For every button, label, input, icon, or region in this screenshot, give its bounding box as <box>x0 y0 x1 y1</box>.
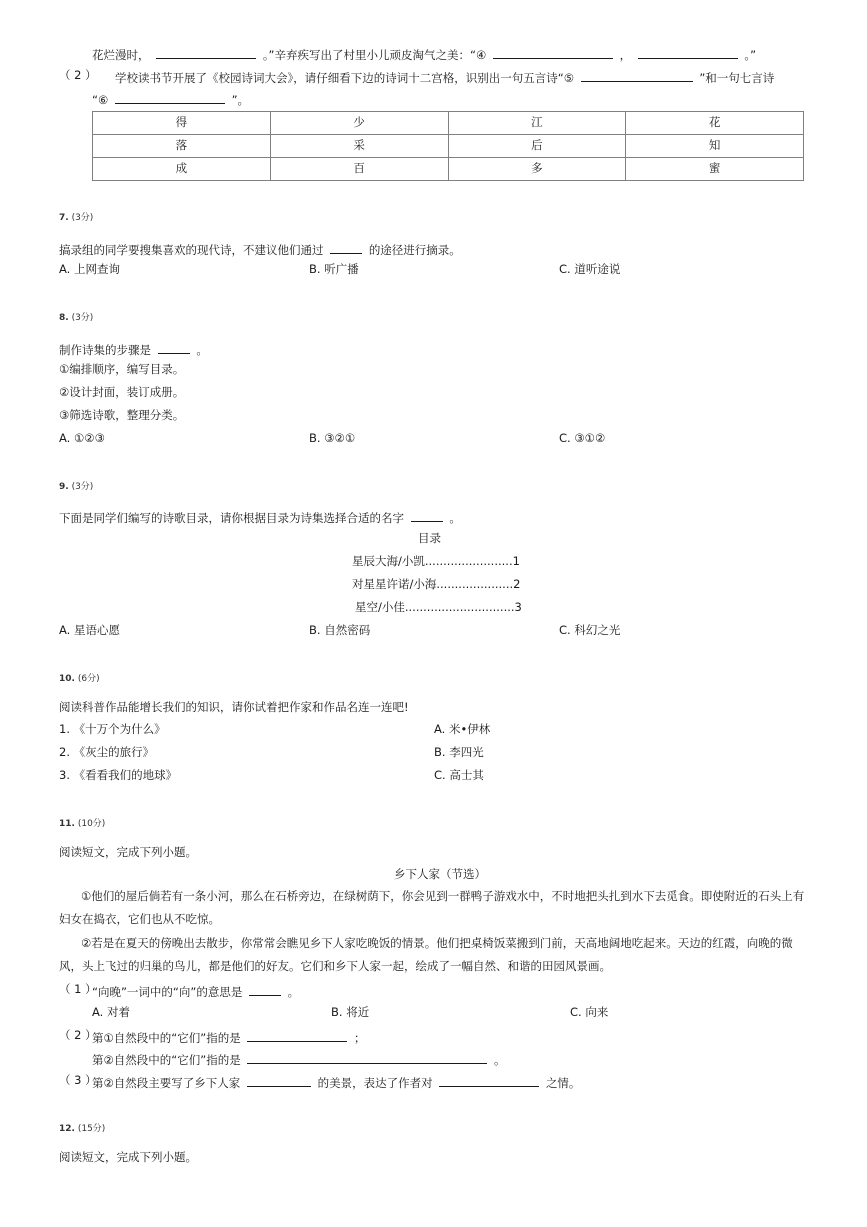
q8-step: ③筛选诗歌，整理分类。 <box>59 408 185 422</box>
toc-title: 目录 <box>418 531 441 545</box>
answer-blank[interactable] <box>247 1030 347 1042</box>
q8-step: ①编排顺序，编写目录。 <box>59 362 185 376</box>
question-number: 10. <box>59 674 75 684</box>
answer-blank[interactable] <box>581 70 693 82</box>
option[interactable]: B. 自然密码 <box>309 623 371 637</box>
question-number: 12. <box>59 1124 75 1134</box>
option[interactable]: C. 向来 <box>570 1005 609 1019</box>
answer-blank[interactable] <box>247 1052 487 1064</box>
toc-entry: 星空/小佳..............................3 <box>355 600 522 614</box>
q12-stem: 阅读短文，完成下列小题。 <box>59 1150 197 1164</box>
grid-cell: 蜜 <box>626 158 804 181</box>
option[interactable]: B. 将近 <box>331 1005 370 1019</box>
q6-part2-close: ”。 <box>231 93 250 107</box>
q6-part2-text2: ”和一句七言诗 <box>699 71 775 85</box>
work-item[interactable]: 3. 《看看我们的地球》 <box>59 768 178 782</box>
passage-line: ①他们的屋后倘若有一条小河，那么在石桥旁边，在绿树荫下，你会见到一群鸭子游戏水中，不时地把头扎到水下去觅食。即使附近的石头上有 <box>81 889 805 903</box>
table-row <box>93 158 804 181</box>
question-number: 9. <box>59 482 69 492</box>
question-score: (15分) <box>77 1124 106 1134</box>
q7-header <box>59 214 93 223</box>
option[interactable]: A. 对着 <box>92 1005 130 1019</box>
q6-part2-line2 <box>92 92 249 107</box>
q6-line1-prefix: 花烂漫时， <box>92 48 150 62</box>
work-item[interactable]: 2. 《灰尘的旅行》 <box>59 745 155 759</box>
option[interactable]: B. 听广播 <box>309 262 359 276</box>
q11-sub3-num: （ 3 ） <box>59 1073 97 1087</box>
q8-step: ②设计封面，装订成册。 <box>59 385 185 399</box>
grid-cell: 落 <box>93 135 271 158</box>
q6-line1 <box>92 47 756 62</box>
passage-line: 妇女在捣衣，它们也从不吃惊。 <box>59 912 220 926</box>
poem-grid-table <box>92 111 804 181</box>
q7-stem <box>59 242 461 257</box>
q11-header <box>59 820 105 829</box>
q6-part2-open: “⑥ <box>92 93 109 107</box>
question-score: (3分) <box>71 313 94 323</box>
q11-sub3 <box>92 1075 580 1090</box>
answer-blank[interactable] <box>493 47 613 59</box>
answer-blank[interactable] <box>330 242 362 254</box>
option[interactable]: A. 上网查询 <box>59 262 120 276</box>
q7-stem-b: 的途径进行摘录。 <box>368 243 461 257</box>
q11-sub2-line1 <box>92 1030 366 1045</box>
option[interactable]: A. ①②③ <box>59 431 105 445</box>
author-item[interactable]: C. 高士其 <box>434 768 484 782</box>
q9-stem-a: 下面是同学们编写的诗歌目录，请你根据目录为诗集选择合适的名字 <box>59 511 404 525</box>
author-item[interactable]: A. 米•伊林 <box>434 722 491 736</box>
author-item[interactable]: B. 李四光 <box>434 745 484 759</box>
q9-stem <box>59 510 461 525</box>
question-score: (3分) <box>71 213 94 223</box>
q11-sub1-b: 。 <box>287 985 300 999</box>
answer-blank[interactable] <box>411 510 443 522</box>
q11-sub3-b: 的美景，表达了作者对 <box>317 1076 433 1090</box>
question-score: (10分) <box>77 819 106 829</box>
q11-sub1-a: “向晚”一词中的“向”的意思是 <box>92 985 243 999</box>
grid-cell: 多 <box>448 158 626 181</box>
q6-part2-text: 学校读书节开展了《校园诗词大会》，请仔细看下边的诗词十二宫格，识别出一句五言诗“⑤ <box>115 71 575 85</box>
q11-sub2-line2-b: 。 <box>494 1053 506 1067</box>
option[interactable]: C. 道听途说 <box>559 262 621 276</box>
grid-cell: 后 <box>448 135 626 158</box>
grid-cell: 百 <box>270 158 448 181</box>
answer-blank[interactable] <box>156 47 256 59</box>
table-row <box>93 135 804 158</box>
grid-cell: 成 <box>93 158 271 181</box>
answer-blank[interactable] <box>247 1075 311 1087</box>
q10-header <box>59 675 100 684</box>
q11-sub1 <box>92 984 299 999</box>
q11-sub2-line2 <box>92 1052 506 1067</box>
option[interactable]: A. 星语心愿 <box>59 623 120 637</box>
q8-header <box>59 314 93 323</box>
q6-part2-line1 <box>115 70 774 85</box>
toc-entry: 星辰大海/小凯........................1 <box>352 554 520 568</box>
toc-entry: 对星星许诺/小海.....................2 <box>352 577 521 591</box>
question-number: 7. <box>59 213 69 223</box>
passage-title: 乡下人家（节选） <box>394 867 486 881</box>
q6-line1-end: 。” <box>744 48 757 62</box>
passage-line: ②若是在夏天的傍晚出去散步，你常常会瞧见乡下人家吃晚饭的情景。他们把桌椅饭菜搬到门前，天高地阔地吃起来。天边的红霞，向晚的微 <box>81 936 793 950</box>
question-score: (6分) <box>77 674 100 684</box>
q7-stem-a: 搞录组的同学要搜集喜欢的现代诗，不建议他们通过 <box>59 243 324 257</box>
q11-sub2-num: （ 2 ） <box>59 1028 97 1042</box>
q8-stem-a: 制作诗集的步骤是 <box>59 343 151 357</box>
q9-header <box>59 483 93 492</box>
q11-sub1-num: （ 1 ） <box>59 982 97 996</box>
q6-part2-num: （ 2 ） <box>59 68 97 82</box>
question-number: 8. <box>59 313 69 323</box>
q11-sub2-line1-b: ； <box>354 1031 366 1045</box>
grid-cell: 少 <box>270 112 448 135</box>
question-number: 11. <box>59 819 75 829</box>
work-item[interactable]: 1. 《十万个为什么》 <box>59 722 166 736</box>
answer-blank[interactable] <box>249 984 281 996</box>
answer-blank[interactable] <box>439 1075 539 1087</box>
table-row <box>93 112 804 135</box>
q9-stem-b: 。 <box>449 511 461 525</box>
q10-stem: 阅读科普作品能增长我们的知识，请你试着把作家和作品名连一连吧! <box>59 700 409 714</box>
option[interactable]: B. ③②① <box>309 431 356 445</box>
answer-blank[interactable] <box>158 342 190 354</box>
answer-blank[interactable] <box>638 47 738 59</box>
option[interactable]: C. 科幻之光 <box>559 623 621 637</box>
q6-line1-comma: ， <box>619 48 632 62</box>
q11-sub3-c: 之情。 <box>545 1076 581 1090</box>
q11-sub2-line2-a: 第②自然段中的“它们”指的是 <box>92 1053 241 1067</box>
question-score: (3分) <box>71 482 94 492</box>
q6-line1-mid: 。”辛弃疾写出了村里小儿顽皮淘气之美：“④ <box>262 48 487 62</box>
passage-line: 风，头上飞过的归巢的鸟儿，都是他们的好友。它们和乡下人家一起，绘成了一幅自然、和谐的田园风景画。 <box>59 959 611 973</box>
grid-cell: 知 <box>626 135 804 158</box>
q11-sub2-line1-a: 第①自然段中的“它们”指的是 <box>92 1031 241 1045</box>
q8-stem-b: 。 <box>196 343 208 357</box>
answer-blank[interactable] <box>115 92 225 104</box>
q11-stem: 阅读短文，完成下列小题。 <box>59 845 197 859</box>
option[interactable]: C. ③①② <box>559 431 606 445</box>
q12-header <box>59 1125 105 1134</box>
grid-cell: 得 <box>93 112 271 135</box>
q11-sub3-a: 第②自然段主要写了乡下人家 <box>92 1076 241 1090</box>
grid-cell: 花 <box>626 112 804 135</box>
grid-cell: 江 <box>448 112 626 135</box>
q8-stem <box>59 342 208 357</box>
grid-cell: 采 <box>270 135 448 158</box>
